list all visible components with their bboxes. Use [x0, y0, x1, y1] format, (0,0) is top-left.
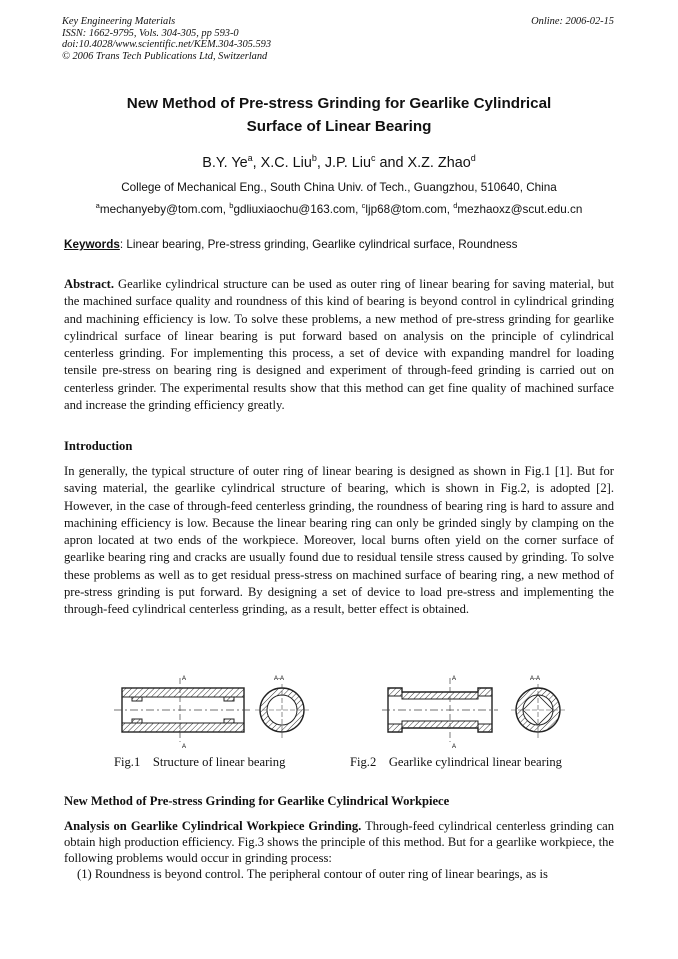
keywords-label: Keywords [64, 238, 120, 251]
title-line-1: New Method of Pre-stress Grinding for Gearlike Cylindrical [126, 95, 552, 112]
author-name: X.Z. Zhao [407, 154, 471, 171]
title-line-2: Surface of Linear Bearing [246, 118, 432, 135]
list-item: (1) Roundness is beyond control. The peripheral contour of outer ring of linear bearings, as is [77, 867, 548, 881]
section-mark-label: A [182, 744, 187, 750]
fig1-section-view [114, 676, 252, 750]
fig1-cross-section [255, 676, 309, 738]
email-address[interactable]: ljp68@tom.com [365, 202, 447, 216]
email-list [40, 201, 638, 216]
section-mark-label: A [452, 744, 457, 750]
author-sup: c [371, 153, 376, 163]
email-address[interactable]: gdliuxiaochu@163.com [233, 202, 356, 216]
email-sep: , [222, 202, 230, 216]
section-paragraph [64, 818, 614, 867]
author-sep: and [375, 154, 408, 171]
fig1-bearing-drawing [110, 670, 310, 750]
author-sup: b [311, 153, 317, 163]
issn-line: ISSN: 1662-9795, Vols. 304-305, pp 593-0 [62, 27, 239, 39]
paper-title [40, 92, 638, 138]
author-name: J.P. Liu [324, 154, 371, 171]
online-date: Online: 2006-02-15 [531, 16, 614, 27]
author-name: B.Y. Ye [202, 154, 248, 171]
email-sep: , [355, 202, 362, 216]
section-heading: New Method of Pre-stress Grinding for Gearlike Cylindrical Workpiece [64, 794, 450, 808]
fig2-section-view [382, 676, 498, 750]
fig2-cross-section [511, 676, 565, 738]
journal-name: Key Engineering Materials [62, 16, 176, 27]
copyright-line: © 2006 Trans Tech Publications Ltd, Switzerland [62, 50, 268, 62]
journal-header [62, 16, 271, 62]
introduction-text: In generally, the typical structure of outer ring of linear bearing is designed as shown in Fig.1 [1]. But for saving material, the gearlike cylindrical structure of bearing, which is shown in Fig.2, is adopted [2]. However, in the case of through-feed centerless grinding, the roundness of bearing ring is hard to assure and machining efficiency is low. Because the linear bearing ring can only be grinded singly by clamping on the apron located at two ends of the workpiece. Moreover, local burns often yield on the corner surface of gearlike bearing ring and cracks are usually found due to residual tensile stress caused by grinding. To solve these problems as well as to get residual press-stress on machined surface of bearing ring, a new method of pre-stress grinding is put forward. By designing a set of device to load pre-stress and implementing the through-feed cylindrical centerless grinding, as a result, better effect is obtained. [64, 464, 614, 617]
keywords [64, 238, 624, 251]
section-aa-label: A-A [530, 676, 541, 682]
section-mark-label: A [452, 676, 457, 682]
email-sup: b [229, 201, 234, 210]
fig1-caption: Fig.1 Structure of linear bearing [114, 755, 286, 769]
abstract [64, 276, 614, 414]
email-sep: , [446, 202, 454, 216]
email-sup: d [453, 201, 458, 210]
doi-line: doi:10.4028/www.scientific.net/KEM.304-305.593 [62, 39, 272, 50]
abstract-text: Gearlike cylindrical structure can be used as outer ring of linear bearing for saving material, but the machined surface quality and roundness of this kind of bearing is beyond control in cylindrical grinding and machining efficiency is low. To solve these problems, a new method of pre-stress grinding for gearlike cylindrical surface of linear bearing is put forward based on analysis on the principle of cylindrical centerless grinding. For implementing this process, a set of device with expanding mandrel for loading tensile pre-stress on bearing ring is designed and experiment of through-feed grinding is carried out on centerless grinder. The experimental results show that this method can get fine quality of machined surface and increase the grinding efficiency greatly. [64, 277, 614, 413]
abstract-label: Abstract. [64, 277, 115, 291]
author-sep: , [252, 154, 261, 171]
section-mark-label: A [182, 676, 187, 682]
email-sup: a [95, 201, 100, 210]
fig2-bearing-drawing [380, 670, 580, 750]
fig2-caption: Fig.2 Gearlike cylindrical linear bearing [350, 755, 562, 769]
subsection-text: Through-feed cylindrical centerless grinding can obtain high production efficiency. Fig.3 shows the principle of this method. But for a gearlike workpiece, the following problems would occur in grinding process: [64, 819, 615, 866]
affiliation: College of Mechanical Eng., South China Univ. of Tech., Guangzhou, 510640, China [121, 181, 557, 194]
email-address[interactable]: mezhaoxz@scut.edu.cn [457, 202, 583, 216]
introduction-heading: Introduction [64, 439, 133, 453]
author-name: X.C. Liu [260, 154, 312, 171]
author-list [40, 153, 638, 171]
author-sup: a [247, 153, 253, 163]
email-sup: c [361, 201, 366, 210]
author-sep: , [316, 154, 325, 171]
email-address[interactable]: mechanyeby@tom.com [99, 202, 223, 216]
keywords-text: : Linear bearing, Pre-stress grinding, Gearlike cylindrical surface, Roundness [119, 238, 518, 251]
section-aa-label: A-A [274, 676, 285, 682]
author-sup: d [470, 153, 476, 163]
subsection-label: Analysis on Gearlike Cylindrical Workpiece Grinding. [64, 819, 362, 833]
